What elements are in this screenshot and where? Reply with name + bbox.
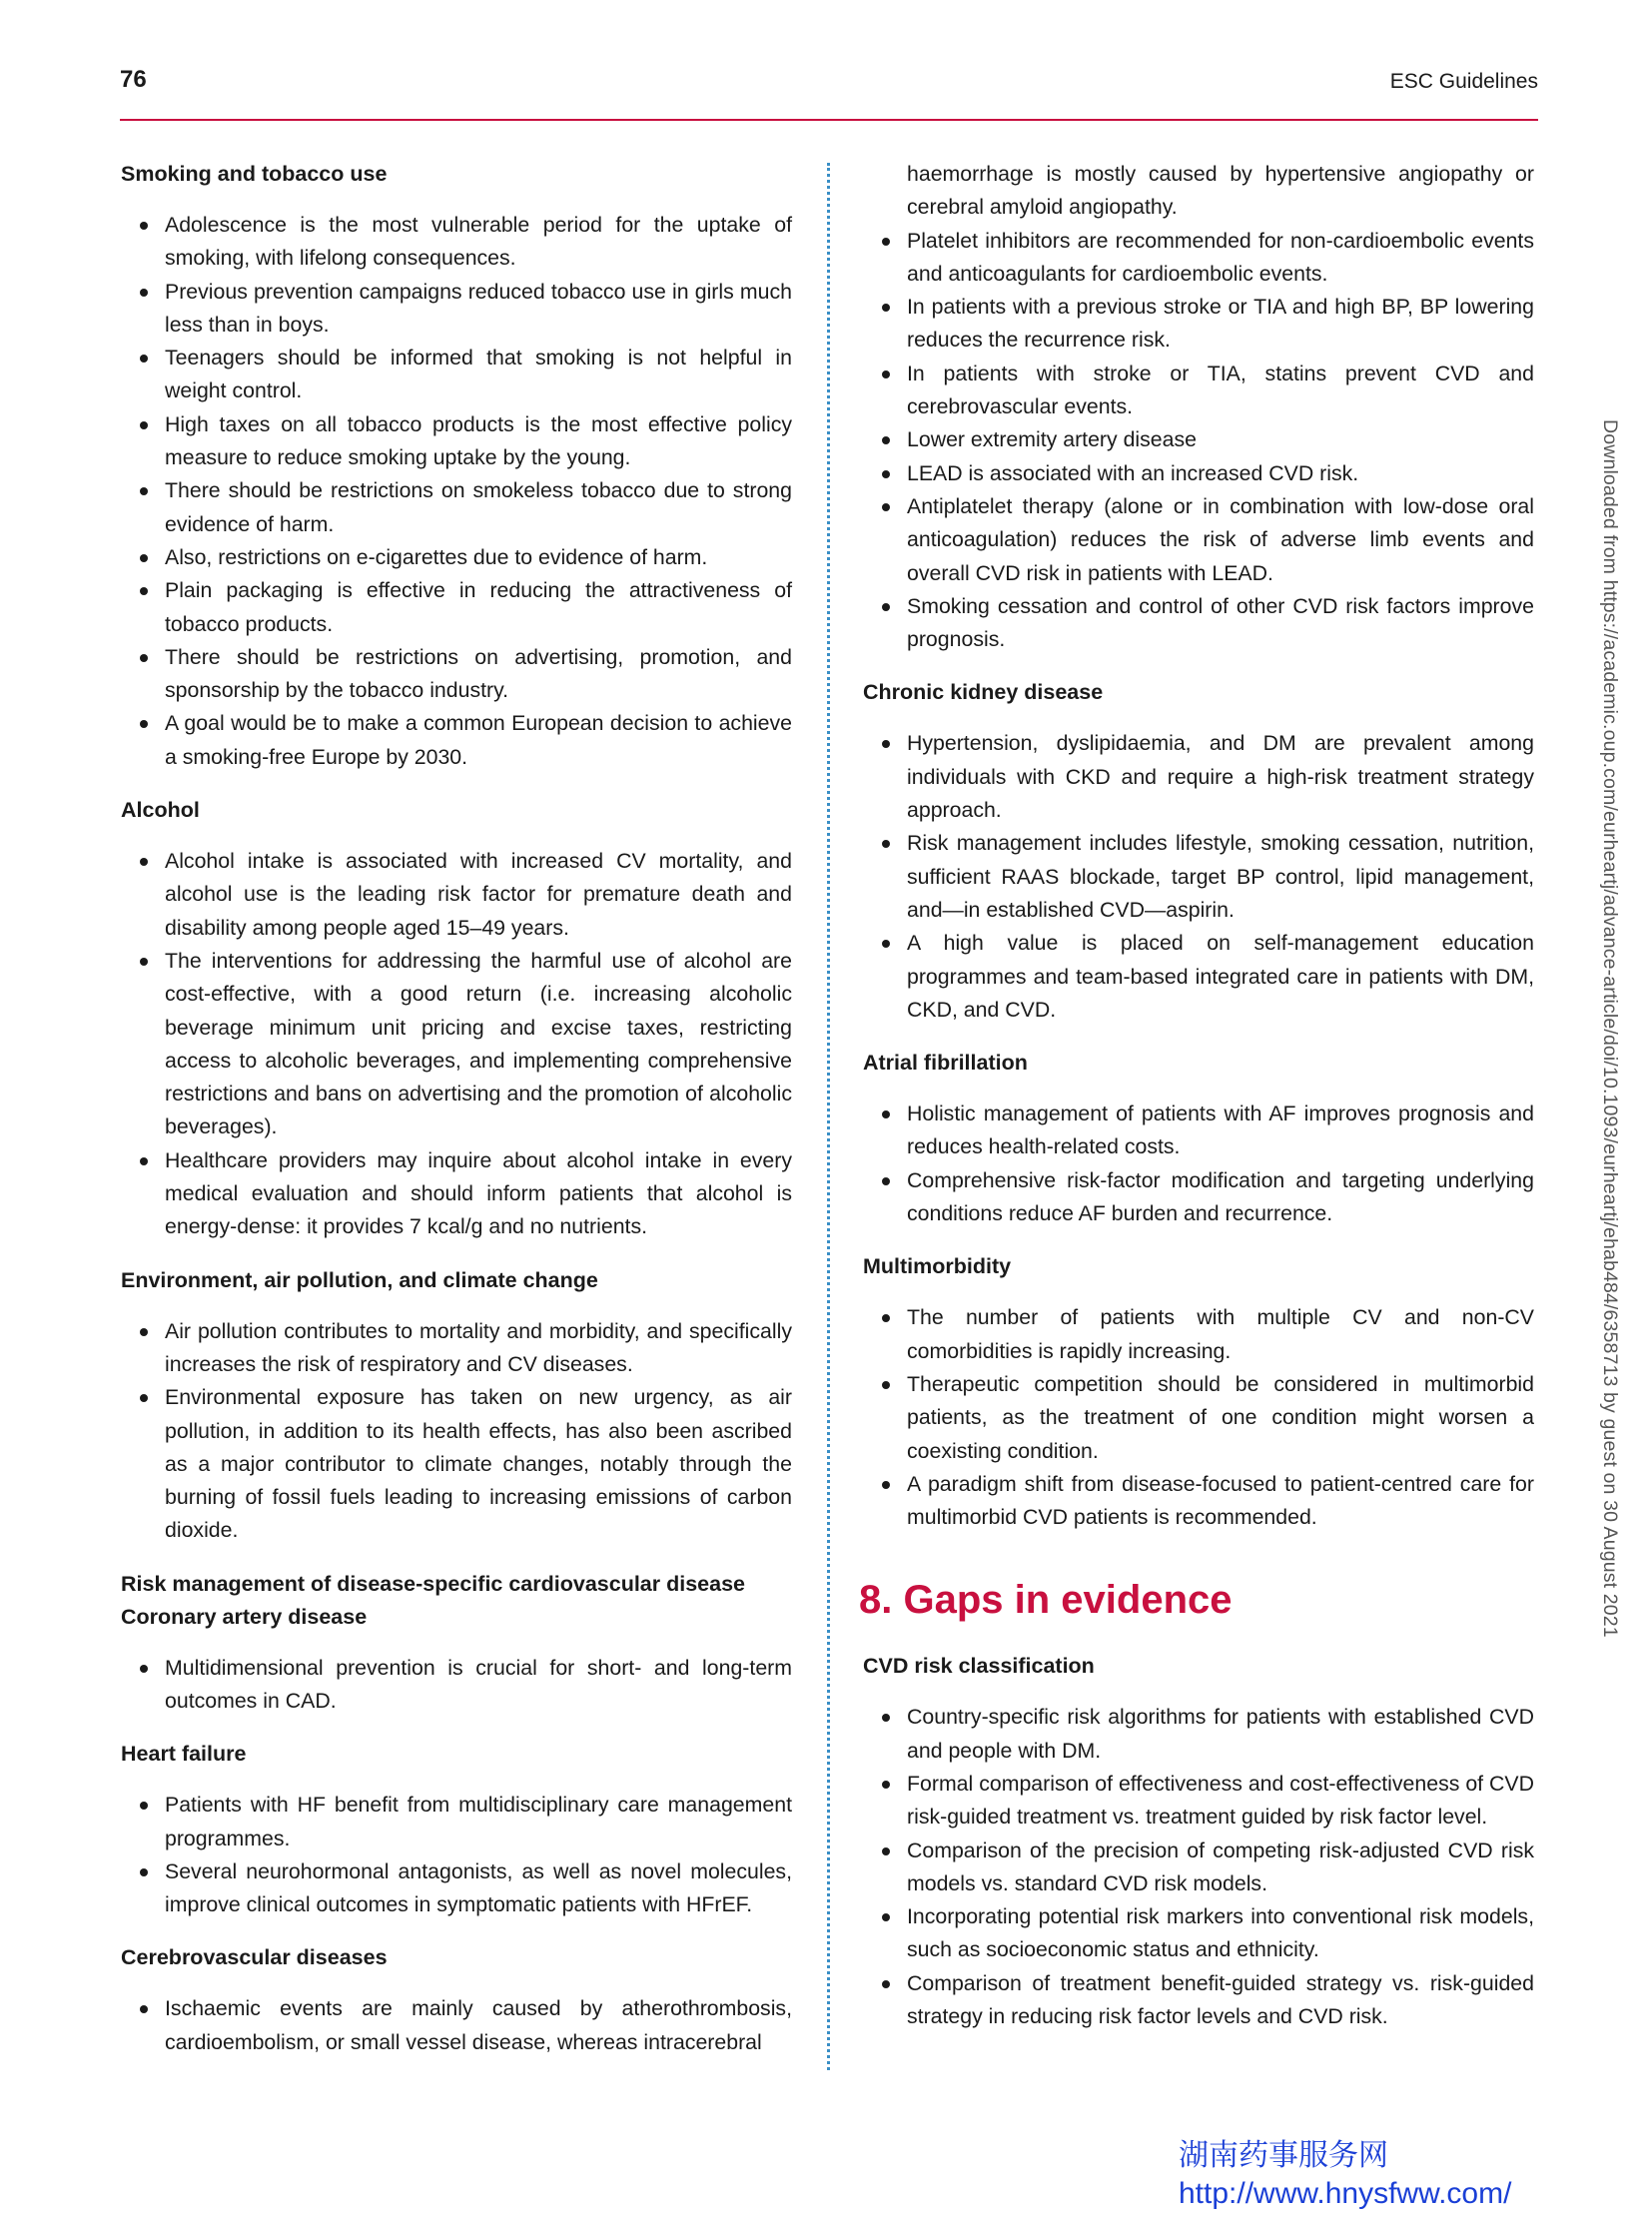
page-number: 76	[120, 66, 147, 93]
list-item: Holistic management of patients with AF improves prognosis and reduces health-related costs.	[863, 1098, 1534, 1164]
list-item: Comparison of the precision of competing risk-adjusted CVD risk models vs. standard CVD risk models.	[863, 1835, 1534, 1901]
list-item: High taxes on all tobacco products is the most effective policy measure to reduce smoking uptake by the young.	[121, 408, 792, 475]
bullet-list-multimorbidity	[863, 1301, 1534, 1534]
bullet-list-cvd-risk-classification	[863, 1701, 1534, 2033]
list-item: There should be restrictions on advertising, promotion, and sponsorship by the tobacco industry.	[121, 641, 792, 708]
list-item: Several neurohormonal antagonists, as well as novel molecules, improve clinical outcomes in symptomatic patients with HFrEF.	[121, 1855, 792, 1922]
bullet-list-heart-failure	[121, 1789, 792, 1921]
list-item: Risk management includes lifestyle, smoking cessation, nutrition, sufficient RAAS blockade, target BP control, lipid management, and—in established CVD—aspirin.	[863, 827, 1534, 927]
list-item: A goal would be to make a common European decision to achieve a smoking-free Europe by 2030.	[121, 707, 792, 774]
list-item: Lower extremity artery disease	[863, 423, 1534, 456]
list-item: Air pollution contributes to mortality and morbidity, and specifically increases the risk of respiratory and CV diseases.	[121, 1315, 792, 1382]
running-head: ESC Guidelines	[1389, 70, 1538, 93]
section-heading-multimorbidity: Multimorbidity	[863, 1254, 1012, 1279]
bullet-list-ckd	[863, 727, 1534, 1027]
list-item: Therapeutic competition should be considered in multimorbid patients, as the treatment of one condition might worsen a coexisting condition.	[863, 1368, 1534, 1468]
section-heading-coronary-artery-disease: Coronary artery disease	[121, 1604, 368, 1629]
section-heading-smoking: Smoking and tobacco use	[121, 162, 388, 186]
list-item: There should be restrictions on smokeless tobacco due to strong evidence of harm.	[121, 474, 792, 541]
list-item: Plain packaging is effective in reducing the attractiveness of tobacco products.	[121, 574, 792, 641]
bullet-list-smoking	[121, 209, 792, 774]
list-item: In patients with a previous stroke or TIA and high BP, BP lowering reduces the recurrence risk.	[863, 291, 1534, 358]
watermark-url[interactable]: http://www.hnysfww.com/	[1179, 2177, 1512, 2210]
left-column	[121, 158, 792, 2079]
section-heading-environment: Environment, air pollution, and climate change	[121, 1267, 598, 1292]
list-item: Alcohol intake is associated with increased CV mortality, and alcohol use is the leading risk factor for premature death and disability among people aged 15–49 years.	[121, 845, 792, 945]
section-heading-risk-management: Risk management of disease-specific cardiovascular disease	[121, 1571, 745, 1596]
list-item: The number of patients with multiple CV and non-CV comorbidities is rapidly increasing.	[863, 1301, 1534, 1368]
column-divider	[827, 163, 830, 2070]
watermark-site-name: 湖南药事服务网	[1179, 2138, 1388, 2173]
list-item: Environmental exposure has taken on new urgency, as air pollution, in addition to its health effects, has also been ascribed as a major contributor to climate changes, notably through the burning of fossil fuels leading to increasing emissions of carbon dioxide.	[121, 1381, 792, 1547]
list-item: A paradigm shift from disease-focused to patient-centred care for multimorbid CVD patients is recommended.	[863, 1468, 1534, 1535]
bullet-list-cerebrovascular-continued	[863, 225, 1534, 657]
header-rule	[120, 119, 1538, 121]
list-item: Ischaemic events are mainly caused by atherothrombosis, cardioembolism, or small vessel disease, whereas intracerebral	[121, 1992, 792, 2059]
list-item: Country-specific risk algorithms for patients with established CVD and people with DM.	[863, 1701, 1534, 1768]
list-item: Antiplatelet therapy (alone or in combination with low-dose oral anticoagulation) reduces the risk of adverse limb events and overall CVD risk in patients with LEAD.	[863, 490, 1534, 590]
list-item: The interventions for addressing the harmful use of alcohol are cost-effective, with a good return (i.e. increasing alcoholic beverage minimum unit pricing and excise taxes, restricting access to alcoholic beverages, and implementing comprehensive restrictions and bans on advertising and the promotion of alcoholic beverages).	[121, 945, 792, 1144]
section-heading-atrial-fibrillation: Atrial fibrillation	[863, 1051, 1028, 1076]
list-item: Comparison of treatment benefit-guided strategy vs. risk-guided strategy in reducing risk factor levels and CVD risk.	[863, 1967, 1534, 2034]
bullet-list-alcohol	[121, 845, 792, 1244]
section-heading-heart-failure: Heart failure	[121, 1742, 247, 1767]
list-item: Multidimensional prevention is crucial for short- and long-term outcomes in CAD.	[121, 1652, 792, 1719]
bullet-list-cad	[121, 1652, 792, 1719]
bullet-list-cerebrovascular	[121, 1992, 792, 2059]
list-item: Hypertension, dyslipidaemia, and DM are prevalent among individuals with CKD and require a high-risk treatment strategy approach.	[863, 727, 1534, 827]
section-heading-cerebrovascular: Cerebrovascular diseases	[121, 1945, 388, 1970]
section-heading-ckd: Chronic kidney disease	[863, 680, 1104, 705]
list-item: Also, restrictions on e-cigarettes due to evidence of harm.	[121, 541, 792, 574]
list-item: In patients with stroke or TIA, statins prevent CVD and cerebrovascular events.	[863, 358, 1534, 424]
right-column	[859, 158, 1534, 2053]
section-heading-cvd-risk-classification: CVD risk classification	[863, 1654, 1095, 1679]
section-title-gaps-in-evidence: 8. Gaps in evidence	[859, 1578, 1233, 1623]
list-item: Healthcare providers may inquire about alcohol intake in every medical evaluation and should inform patients that alcohol is energy-dense: it provides 7 kcal/g and no nutrients.	[121, 1144, 792, 1244]
list-item: Platelet inhibitors are recommended for non-cardioembolic events and anticoagulants for cardioembolic events.	[863, 225, 1534, 292]
download-notice: Downloaded from https://academic.oup.com/eurheartj/advance-article/doi/10.1093/eurheartj/ehab484/6358713 by guest on 30 August 2021	[1599, 419, 1621, 1638]
continued-list-text: haemorrhage is mostly caused by hypertensive angiopathy or cerebral amyloid angiopathy.	[907, 162, 1534, 220]
bullet-list-environment	[121, 1315, 792, 1548]
list-item: A high value is placed on self-management education programmes and team-based integrated care in patients with DM, CKD, and CVD.	[863, 927, 1534, 1027]
list-item: Patients with HF benefit from multidisciplinary care management programmes.	[121, 1789, 792, 1855]
section-heading-alcohol: Alcohol	[121, 798, 200, 823]
list-item: Comprehensive risk-factor modification and targeting underlying conditions reduce AF burden and recurrence.	[863, 1164, 1534, 1231]
list-item: Formal comparison of effectiveness and cost-effectiveness of CVD risk-guided treatment vs. treatment guided by risk factor level.	[863, 1768, 1534, 1835]
list-item: LEAD is associated with an increased CVD risk.	[863, 457, 1534, 490]
list-item: Smoking cessation and control of other CVD risk factors improve prognosis.	[863, 590, 1534, 657]
list-item: Previous prevention campaigns reduced tobacco use in girls much less than in boys.	[121, 276, 792, 343]
bullet-list-atrial-fibrillation	[863, 1098, 1534, 1230]
list-item: Adolescence is the most vulnerable period for the uptake of smoking, with lifelong consequences.	[121, 209, 792, 276]
list-item: Teenagers should be informed that smoking is not helpful in weight control.	[121, 342, 792, 408]
list-item: Incorporating potential risk markers into conventional risk models, such as socioeconomic status and ethnicity.	[863, 1900, 1534, 1967]
